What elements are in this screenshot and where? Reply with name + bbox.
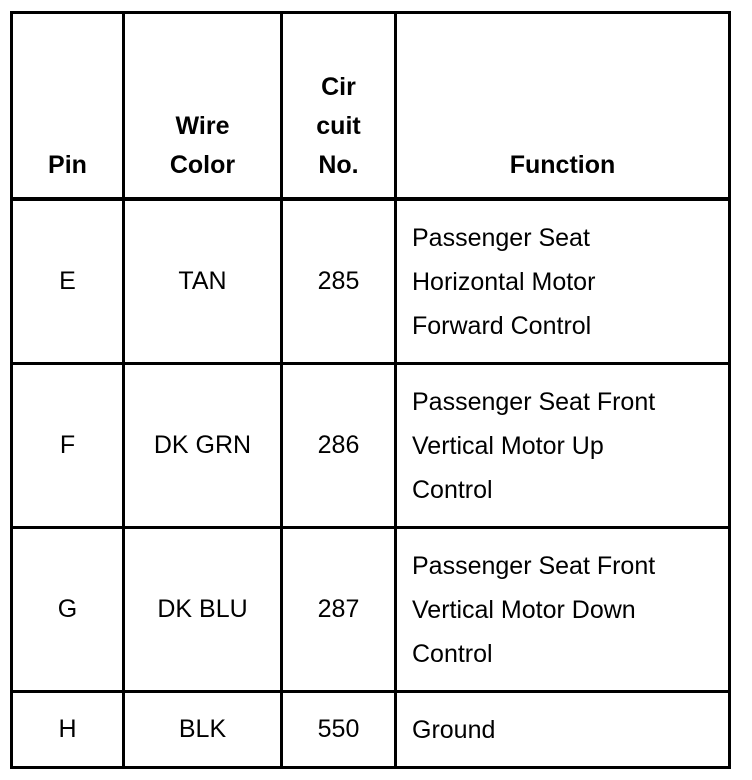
function-cell: Passenger Seat Front Vertical Motor Down Control [396, 528, 730, 692]
circuit-cell: 287 [282, 528, 396, 692]
function-cell: Ground [396, 692, 730, 768]
circuit-cell: 286 [282, 364, 396, 528]
circuit-cell: 550 [282, 692, 396, 768]
wire-color-cell: BLK [124, 692, 282, 768]
table-row [12, 528, 730, 692]
wire-color-cell: DK GRN [124, 364, 282, 528]
header-circuit-no: Cir cuit No. [282, 13, 396, 200]
table-row [12, 364, 730, 528]
wire-color-cell: TAN [124, 199, 282, 364]
header-wire-color: Wire Color [124, 13, 282, 200]
circuit-cell: 285 [282, 199, 396, 364]
connector-pinout-table [10, 11, 731, 769]
pin-cell: E [12, 199, 124, 364]
wire-color-cell: DK BLU [124, 528, 282, 692]
header-function: Function [396, 13, 730, 200]
header-row [12, 13, 730, 200]
pin-cell: H [12, 692, 124, 768]
function-cell: Passenger Seat Horizontal Motor Forward Control [396, 199, 730, 364]
pin-cell: G [12, 528, 124, 692]
table-row [12, 692, 730, 768]
pin-cell: F [12, 364, 124, 528]
table-row [12, 199, 730, 364]
function-cell: Passenger Seat Front Vertical Motor Up Control [396, 364, 730, 528]
header-pin: Pin [12, 13, 124, 200]
